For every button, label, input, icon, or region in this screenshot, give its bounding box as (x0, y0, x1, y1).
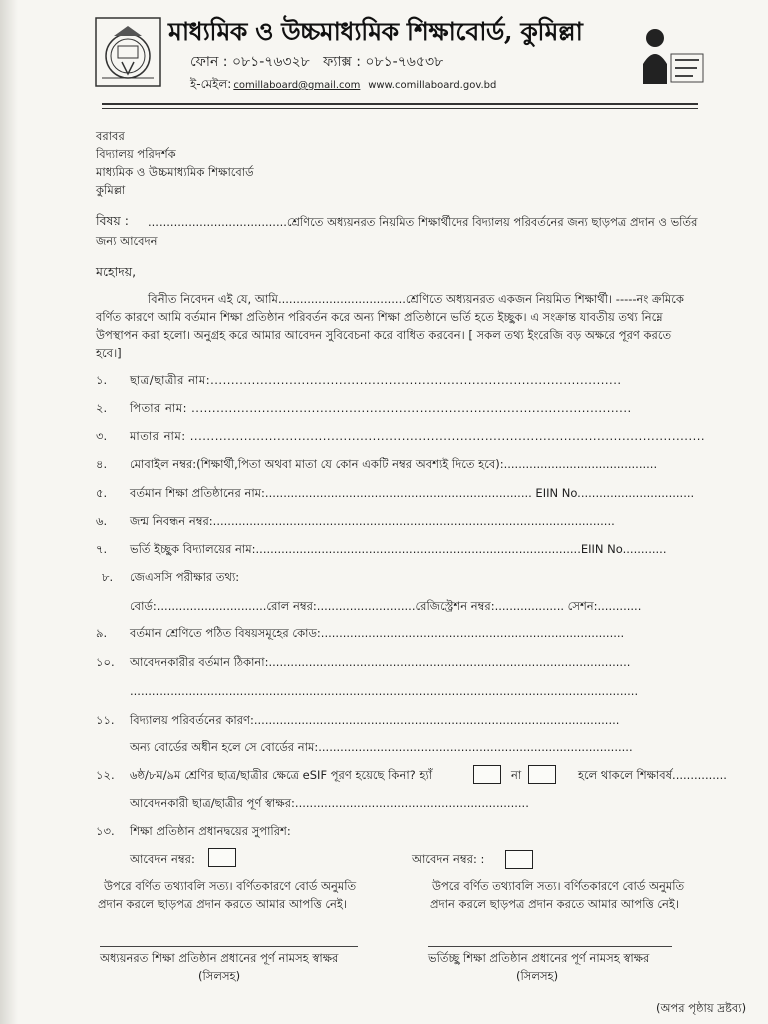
item-number: ১. (96, 373, 108, 387)
field-current-institution[interactable]: বর্তমান শিক্ষা প্রতিষ্ঠানের নাম:......................................................................... EIIN No................................ (130, 486, 695, 500)
item-number: ১০. (96, 655, 115, 669)
field-applicant-signature[interactable]: আবেদনকারী ছাত্র/ছাত্রীর পূর্ণ স্বাক্ষর:................................................................ (130, 796, 529, 810)
right-statement-1: উপরে বর্ণিত তথ্যাবলি সত্য। বর্ণিতকারণে বোর্ড অনুমতি (432, 879, 685, 893)
left-signature-label: অধ্যয়নরত শিক্ষা প্রতিষ্ঠান প্রধানের পূর্ণ নামসহ স্বাক্ষর (100, 951, 339, 965)
field-birth-reg[interactable]: জন্ম নিবন্ধন নম্বর:.............................................................................................................. (130, 514, 615, 528)
item-number: ১২. (96, 768, 115, 782)
address-line-2: বিদ্যালয় পরিদর্শক (96, 147, 176, 161)
left-statement-1: উপরে বর্ণিত তথ্যাবলি সত্য। বর্ণিতকারণে বোর্ড অনুমতি (104, 879, 357, 893)
email-label: ই-মেইল: (190, 77, 232, 91)
body-line-2: বর্ণিত কারণে আমি বর্তমান শিক্ষা প্রতিষ্ঠান পরিবর্তন করে অন্য শিক্ষা প্রতিষ্ঠানে ভর্তি হতে ইচ্ছুক। এ সংক্রান্ত যাবতীয় তথ্য নিম্নে (96, 310, 663, 324)
item-number: ৮. (102, 570, 114, 584)
subject-text-2: জন্য আবেদন (96, 234, 158, 248)
item-number: ১১. (96, 713, 115, 727)
right-app-no-label: আবেদন নম্বর: : (412, 852, 485, 866)
contact-phone-fax (190, 50, 443, 74)
contact-email-web (190, 76, 496, 96)
salutation: মহোদয়, (96, 264, 137, 279)
address-line-3: মাধ্যমিক ও উচ্চমাধ্যমিক শিক্ষাবোর্ড (96, 165, 254, 179)
field-target-school[interactable]: ভর্তি ইচ্ছুক বিদ্যালয়ের নাম:.........................................................................................EIIN No............ (130, 542, 667, 556)
esif-no-label: না (511, 768, 522, 782)
right-signature-label: ভর্তিচ্ছু শিক্ষা প্রতিষ্ঠান প্রধানের পূর্ণ নামসহ স্বাক্ষর (428, 951, 650, 965)
item-number: ৪. (96, 457, 108, 471)
esif-yes-checkbox[interactable] (473, 765, 501, 784)
board-title: মাধ্যমিক ও উচ্চমাধ্যমিক শিক্ষাবোর্ড, কুমিল্লা (168, 17, 583, 46)
subject-text: ......................................শ্রেণিতে অধ্যয়নরত নিয়মিত শিক্ষার্থীদের বিদ্যালয় পরিবর্তনের জন্য ছাড়পত্র প্রদান ও ভর্তির (148, 215, 698, 229)
footer-note: (অপর পৃষ্ঠায় দ্রষ্টব্য) (656, 1001, 747, 1015)
website-link[interactable]: www.comillaboard.gov.bd (368, 80, 497, 91)
item-number: ৯. (96, 626, 108, 640)
item-number: ৫. (96, 486, 108, 500)
page-edge (0, 0, 18, 1024)
recommendation-label: শিক্ষা প্রতিষ্ঠান প্রধানদ্বয়ের সুপারিশ: (130, 824, 291, 838)
jsc-info-label: জেএসসি পরীক্ষার তথ্য: (130, 570, 240, 584)
left-seal-label: (সিলসহ) (198, 969, 241, 983)
fax-text: ফ্যাক্স : ০৮১-৭৬৫৩৮ (323, 54, 444, 70)
item-number: ১৩. (96, 824, 115, 838)
field-mother-name[interactable]: মাতার নাম: ............................................................................................................................ (130, 429, 706, 443)
left-app-no-box[interactable] (208, 848, 236, 867)
field-jsc-details[interactable]: বোর্ড:..............................রোল নম্বর:...........................রেজিস্ট্রেশন নম্বর:................... সেশন:............ (130, 599, 642, 613)
esif-year-field[interactable]: হলে থাকলে শিক্ষাবর্ষ............... (578, 768, 727, 782)
email-link[interactable]: comillaboard@gmail.com (233, 80, 361, 91)
right-signature-line[interactable] (428, 946, 672, 947)
field-change-reason[interactable]: বিদ্যালয় পরিবর্তনের কারণ:.................................................................................................... (130, 713, 620, 727)
subject-label: বিষয় : (96, 213, 129, 228)
address-line-1: বরাবর (96, 129, 125, 143)
right-statement-2: প্রদান করলে ছাড়পত্র প্রদান করতে আমার আপত্তি নেই। (430, 897, 680, 911)
left-app-no-label: আবেদন নম্বর: (130, 852, 195, 866)
item-number: ৬. (96, 514, 108, 528)
mujib-emblem-icon (635, 24, 707, 92)
board-logo-icon (94, 16, 162, 88)
esif-question: ৬ষ্ঠ/৮ম/৯ম শ্রেণির ছাত্র/ছাত্রীর ক্ষেত্রে eSIF পূরণ হয়েছে কিনা? হ্যাঁ (130, 768, 433, 782)
left-signature-line[interactable] (100, 946, 358, 947)
header-rule (102, 103, 698, 105)
left-statement-2: প্রদান করলে ছাড়পত্র প্রদান করতে আমার আপত্তি নেই। (98, 897, 348, 911)
item-number: ২. (96, 401, 108, 415)
field-father-name[interactable]: পিতার নাম: .......................................................................................................... (130, 401, 632, 415)
field-address[interactable]: আবেদনকারীর বর্তমান ঠিকানা:................................................................................................... (130, 655, 631, 669)
body-line-4: হবে।] (96, 346, 122, 360)
field-subject-codes[interactable]: বর্তমান শ্রেণিতে পঠিত বিষয়সমূহের কোড:................................................................................... (130, 626, 625, 640)
item-number: ৩. (96, 429, 108, 443)
right-app-no-box[interactable] (505, 850, 533, 869)
field-mobile[interactable]: মোবাইল নম্বর:(শিক্ষার্থী,পিতা অথবা মাতা যে কোন একটি নম্বর অবশ্যই দিতে হবে):.......................................... (130, 457, 658, 471)
field-other-board[interactable]: অন্য বোর্ডের অধীন হলে সে বোর্ডের নাম:...................................................................................... (130, 740, 633, 754)
item-number: ৭. (96, 542, 108, 556)
header-rule-thin (102, 108, 698, 109)
field-address-2[interactable]: ........................................................................................................................................... (130, 684, 639, 698)
esif-no-checkbox[interactable] (528, 765, 556, 784)
field-student-name[interactable]: ছাত্র/ছাত্রীর নাম:................................................................................................... (130, 373, 622, 387)
body-line-1: বিনীত নিবেদন এই যে, আমি...................................শ্রেণিতে অধ্যয়নরত একজন নিয়মিত শিক্ষার্থী। -----নং ক্রমিকে (148, 292, 684, 306)
phone-text: ফোন : ০৮১-৭৬৩২৮ (190, 54, 310, 70)
address-line-4: কুমিল্লা (96, 183, 126, 197)
right-seal-label: (সিলসহ) (516, 969, 559, 983)
body-line-3: উপস্থাপন করা হলো। অনুগ্রহ করে আমার আবেদন সুবিবেচনা করে বাধিত করবেন। [ সকল তথ্য ইংরেজি বড় অক্ষরে পূরণ করতে (96, 328, 672, 342)
